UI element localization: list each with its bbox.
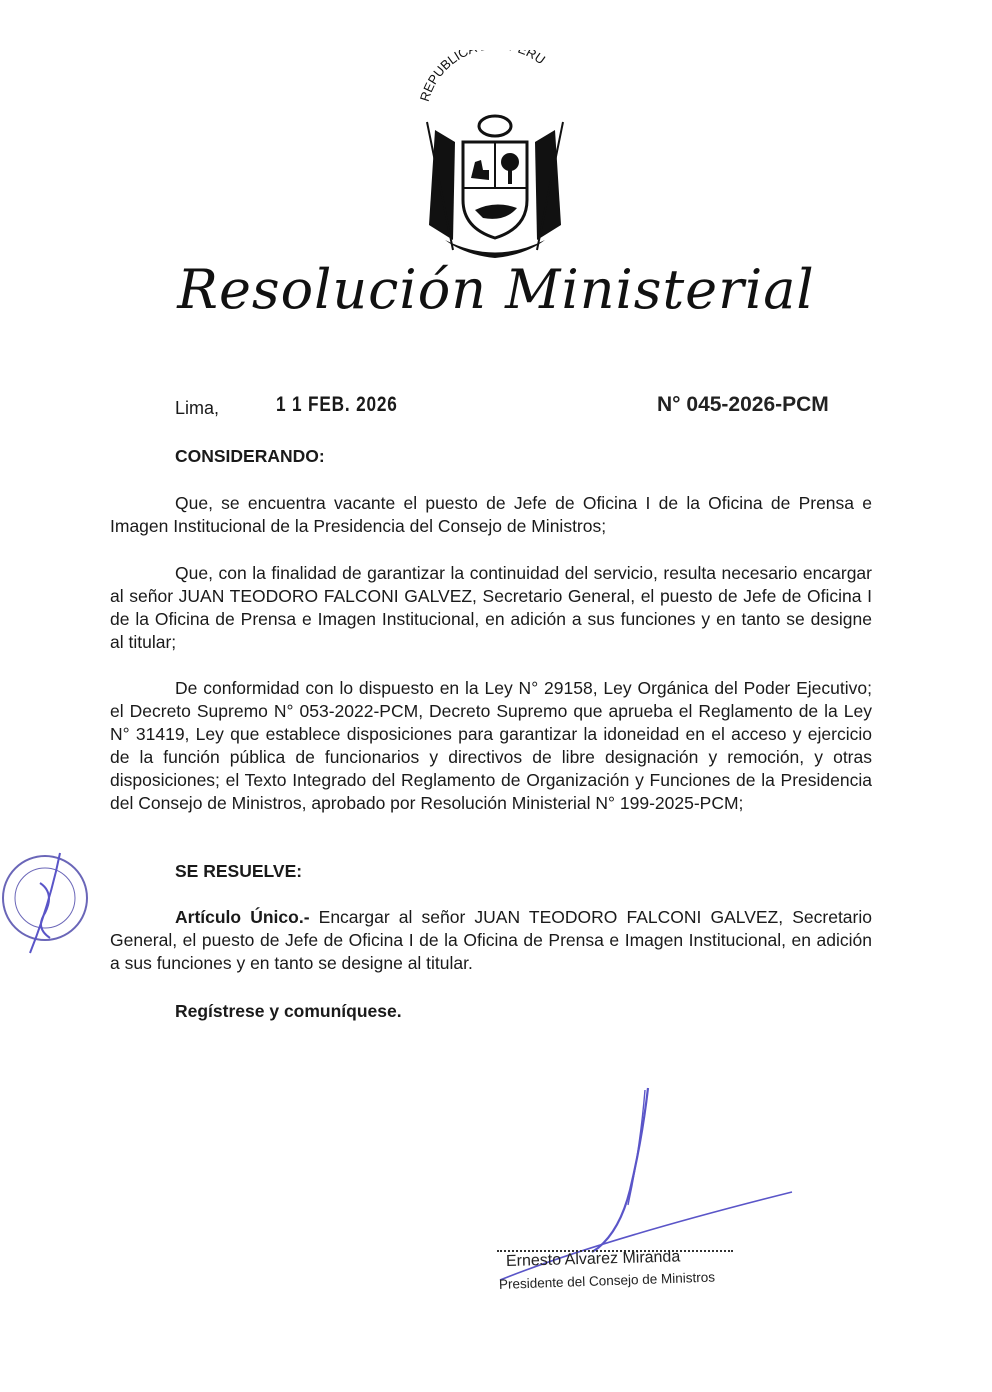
closing-formula: Regístrese y comuníquese. (175, 1001, 402, 1021)
paragraph-2: Que, con la finalidad de garantizar la continuidad del servicio, resulta necesario encargar al señor JUAN TEODORO FALCONI GALVEZ, Secretario General, el puesto de Jefe de Oficina I de la Oficina de Prensa e Imagen Institucional, en adición a sus funciones y en tanto se designe al titular; (110, 563, 872, 652)
signer-name: Ernesto Alvarez Miranda (505, 1248, 681, 1270)
article-lead: Artículo Único.- (175, 907, 310, 927)
paragraph-1: Que, se encuentra vacante el puesto de Jefe de Oficina I de la Oficina de Prensa e Imagen Institucional de la Presidencia del Consejo de Ministros; (110, 493, 872, 536)
official-stamp (0, 843, 100, 963)
resolve-heading: SE RESUELVE: (175, 861, 303, 881)
date-stamp: 1 1 FEB. 2026 (276, 393, 398, 416)
peru-coat-of-arms-icon (405, 50, 585, 260)
signer-title: Presidente del Consejo de Ministros (498, 1269, 716, 1292)
article-paragraph (110, 906, 872, 975)
stamp-seal-icon (0, 843, 100, 963)
document-title: Resolución Ministerial (177, 258, 815, 321)
article-text: Encargar al señor JUAN TEODORO FALCONI GALVEZ, Secretario General, el puesto de Jefe de Oficina I de la Oficina de Prensa e Imagen Institucional, en adición a sus funciones y en tanto se designe al titular. (110, 907, 872, 973)
considering-heading: CONSIDERANDO: (175, 446, 325, 466)
svg-text:REPUBLICA DEL PERU: REPUBLIC RU (416, 50, 549, 104)
coat-of-arms-emblem (405, 50, 585, 260)
resolution-number: N° 045-2026-PCM (657, 393, 829, 416)
paragraph-3: De conformidad con lo dispuesto en la Ley N° 29158, Ley Orgánica del Poder Ejecutivo; el Decreto Supremo N° 053-2022-PCM, Decreto Supremo que aprueba el Reglamento de la Ley N° 31419, Ley que establece disposiciones para garantizar la idoneidad en el acceso y ejercicio de la función pública de funcionarios y directivos de libre designación y remoción, y otras disposiciones; el Texto Integrado del Reglamento de Organización y Funciones de la Presidencia del Consejo de Ministros, aprobado por Resolución Ministerial N° 199-2025-PCM; (110, 678, 872, 813)
place-label: Lima, (175, 398, 220, 418)
